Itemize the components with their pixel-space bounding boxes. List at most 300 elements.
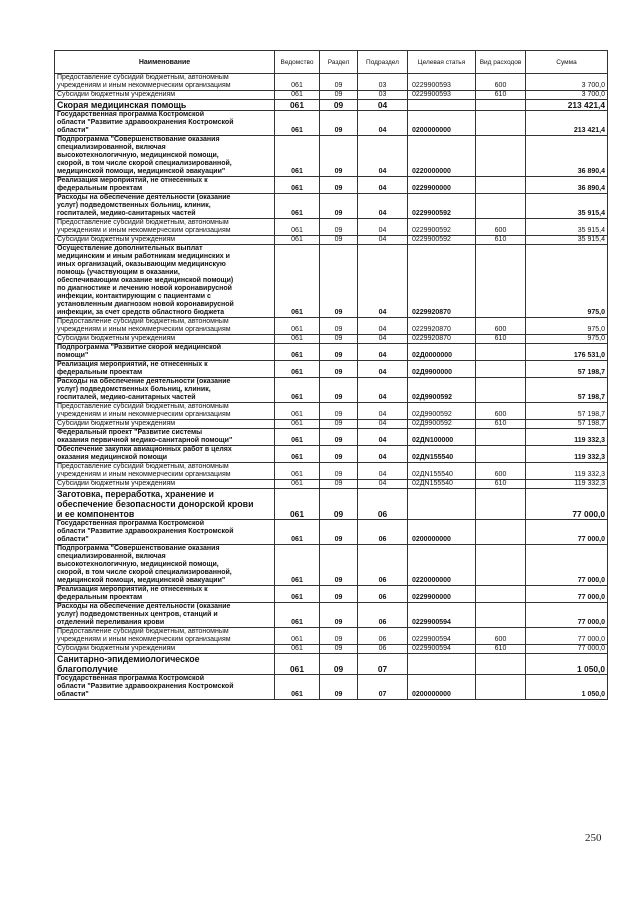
row-name-line: учреждениям и иным некоммерческим организациям [57, 326, 231, 333]
row-section-cell: 09 [320, 219, 358, 236]
row-subsection-cell: 04 [358, 378, 408, 403]
table-row [55, 136, 608, 177]
table-row [55, 100, 608, 111]
row-name-cell [55, 318, 275, 335]
row-amount-cell: 35 915,4 [526, 194, 608, 219]
row-section-cell: 09 [320, 318, 358, 335]
row-exp-type-cell [476, 520, 526, 545]
row-name-line: учреждениям и иным некоммерческим организациям [57, 411, 231, 418]
table-row [55, 545, 608, 586]
row-name-cell [55, 344, 275, 361]
table-row [55, 91, 608, 100]
row-name-line: Расходы на обеспечение деятельности (оказание [57, 378, 231, 385]
row-section-cell: 09 [320, 586, 358, 603]
row-amount-cell: 119 332,3 [526, 463, 608, 480]
row-section-cell: 09 [320, 236, 358, 245]
row-name-line: медицинским и иным работникам медицинских и [57, 253, 230, 260]
row-dept-cell: 061 [275, 628, 320, 645]
row-target-cell [408, 654, 476, 675]
row-target-cell: 0229900592 [408, 219, 476, 236]
table-header-row [55, 51, 608, 74]
row-amount-cell: 119 332,3 [526, 446, 608, 463]
row-name-cell [55, 489, 275, 520]
row-dept-cell: 061 [275, 344, 320, 361]
table-body [55, 74, 608, 700]
row-section-cell: 09 [320, 675, 358, 700]
row-name-line: обеспечивающим оказание медицинской помощи) [57, 277, 234, 284]
header-section: Раздел [320, 51, 358, 74]
row-dept-cell: 061 [275, 446, 320, 463]
row-amount-cell: 119 332,3 [526, 429, 608, 446]
row-subsection-cell: 03 [358, 74, 408, 91]
row-target-cell: 02ДN155540 [408, 446, 476, 463]
row-exp-type-cell [476, 245, 526, 318]
row-amount-cell: 77 000,0 [526, 645, 608, 654]
table-row [55, 236, 608, 245]
table-row [55, 675, 608, 700]
row-exp-type-cell [476, 378, 526, 403]
row-section-cell: 09 [320, 74, 358, 91]
row-name-cell [55, 603, 275, 628]
row-exp-type-cell [476, 446, 526, 463]
row-amount-cell: 975,0 [526, 318, 608, 335]
row-amount-cell: 1 050,0 [526, 675, 608, 700]
row-dept-cell: 061 [275, 489, 320, 520]
row-subsection-cell: 04 [358, 177, 408, 194]
row-subsection-cell: 07 [358, 654, 408, 675]
row-amount-cell: 77 000,0 [526, 628, 608, 645]
row-name-cell [55, 403, 275, 420]
row-name-line: Федеральный проект "Развитие системы [57, 429, 203, 436]
row-target-cell: 02ДN100000 [408, 429, 476, 446]
row-section-cell: 09 [320, 628, 358, 645]
row-target-cell: 02ДN155540 [408, 480, 476, 489]
row-name-line: Расходы на обеспечение деятельности (оказание [57, 603, 231, 610]
row-name-cell [55, 245, 275, 318]
row-name-cell [55, 111, 275, 136]
row-dept-cell: 061 [275, 378, 320, 403]
row-name-cell [55, 361, 275, 378]
row-name-line: Санитарно-эпидемиологическое [57, 654, 200, 664]
row-name-line: медицинской помощи, медицинской эвакуации" [57, 577, 226, 584]
row-section-cell: 09 [320, 463, 358, 480]
row-exp-type-cell: 600 [476, 74, 526, 91]
row-target-cell: 0220000000 [408, 136, 476, 177]
row-target-cell: 0229900594 [408, 628, 476, 645]
table-row [55, 111, 608, 136]
row-name-cell [55, 480, 275, 489]
row-name-cell [55, 100, 275, 111]
row-name-cell [55, 219, 275, 236]
row-name-line: Предоставление субсидий бюджетным, автономным [57, 403, 229, 410]
row-exp-type-cell: 610 [476, 480, 526, 489]
row-exp-type-cell: 610 [476, 335, 526, 344]
row-amount-cell: 3 700,0 [526, 91, 608, 100]
row-name-line: Подпрограмма "Развитие скорой медицинской [57, 344, 222, 351]
table-row [55, 318, 608, 335]
row-name-line: высокотехнологичную, медицинской помощи, [57, 561, 219, 568]
row-target-cell: 0229920870 [408, 318, 476, 335]
row-dept-cell: 061 [275, 74, 320, 91]
row-section-cell: 09 [320, 245, 358, 318]
row-exp-type-cell [476, 603, 526, 628]
table-row [55, 645, 608, 654]
row-subsection-cell: 04 [358, 194, 408, 219]
row-name-cell [55, 236, 275, 245]
row-name-line: области" [57, 536, 89, 543]
row-target-cell: 0220000000 [408, 545, 476, 586]
row-name-line: федеральным проектам [57, 594, 143, 601]
row-name-line: Обеспечение закупки авиационных работ в целях [57, 446, 232, 453]
row-section-cell: 09 [320, 177, 358, 194]
row-amount-cell: 35 915,4 [526, 236, 608, 245]
table-row [55, 378, 608, 403]
row-subsection-cell: 04 [358, 463, 408, 480]
row-amount-cell: 57 198,7 [526, 420, 608, 429]
row-exp-type-cell: 610 [476, 420, 526, 429]
row-amount-cell: 36 890,4 [526, 177, 608, 194]
table-row [55, 403, 608, 420]
header-exp-type: Вид расходов [476, 51, 526, 74]
row-section-cell: 09 [320, 136, 358, 177]
table-row [55, 489, 608, 520]
row-subsection-cell: 04 [358, 136, 408, 177]
row-dept-cell: 061 [275, 480, 320, 489]
row-name-cell [55, 654, 275, 675]
row-target-cell: 0229900000 [408, 586, 476, 603]
page-number: 250 [585, 832, 602, 844]
row-target-cell: 0229900594 [408, 645, 476, 654]
row-section-cell: 09 [320, 91, 358, 100]
row-dept-cell: 061 [275, 463, 320, 480]
row-dept-cell: 061 [275, 645, 320, 654]
row-dept-cell: 061 [275, 420, 320, 429]
row-section-cell: 09 [320, 111, 358, 136]
row-dept-cell: 061 [275, 603, 320, 628]
row-subsection-cell: 04 [358, 420, 408, 429]
row-subsection-cell: 04 [358, 446, 408, 463]
row-name-line: области "Развитие здравоохранения Костромской [57, 528, 234, 535]
row-subsection-cell: 06 [358, 489, 408, 520]
row-name-line: области" [57, 127, 89, 134]
row-section-cell: 09 [320, 489, 358, 520]
row-name-cell [55, 545, 275, 586]
row-dept-cell: 061 [275, 111, 320, 136]
row-section-cell: 09 [320, 545, 358, 586]
table-row [55, 654, 608, 675]
row-dept-cell: 061 [275, 335, 320, 344]
row-name-line: Предоставление субсидий бюджетным, автономным [57, 463, 229, 470]
row-section-cell: 09 [320, 361, 358, 378]
row-dept-cell: 061 [275, 236, 320, 245]
row-section-cell: 09 [320, 429, 358, 446]
row-amount-cell: 57 198,7 [526, 361, 608, 378]
row-exp-type-cell: 600 [476, 219, 526, 236]
row-name-line: скорой, в том числе скорой специализированной, [57, 160, 232, 167]
row-section-cell: 09 [320, 420, 358, 429]
row-exp-type-cell [476, 429, 526, 446]
row-subsection-cell: 04 [358, 236, 408, 245]
row-exp-type-cell: 610 [476, 645, 526, 654]
row-name-line: специализированной, включая [57, 144, 166, 151]
row-name-line: услуг) подведомственных больниц, клиник, [57, 202, 211, 209]
row-target-cell: 02Д9900592 [408, 403, 476, 420]
row-name-line: инфекции, за счет средств областного бюджета [57, 309, 225, 316]
row-name-line: установленным диагнозом новой коронавирусной [57, 301, 234, 308]
row-name-line: инфекции, контактирующим с пациентами с [57, 293, 211, 300]
row-subsection-cell: 03 [358, 91, 408, 100]
row-target-cell: 0200000000 [408, 675, 476, 700]
row-name-line: по диагностике и лечению новой коронавирусной [57, 285, 232, 292]
row-name-cell [55, 194, 275, 219]
row-dept-cell: 061 [275, 91, 320, 100]
row-subsection-cell: 04 [358, 335, 408, 344]
row-exp-type-cell [476, 194, 526, 219]
header-amount: Сумма [526, 51, 608, 74]
row-name-line: Осуществление дополнительных выплат [57, 245, 203, 252]
table-row [55, 219, 608, 236]
row-target-cell: 0229900593 [408, 74, 476, 91]
row-name-cell [55, 74, 275, 91]
row-name-cell [55, 446, 275, 463]
row-subsection-cell: 04 [358, 344, 408, 361]
row-name-line: услуг) подведомственных центров, станций и [57, 611, 218, 618]
row-section-cell: 09 [320, 603, 358, 628]
row-section-cell: 09 [320, 645, 358, 654]
row-target-cell [408, 489, 476, 520]
row-subsection-cell: 04 [358, 429, 408, 446]
row-dept-cell: 061 [275, 654, 320, 675]
row-name-line: учреждениям и иным некоммерческим организациям [57, 82, 231, 89]
row-section-cell: 09 [320, 344, 358, 361]
row-amount-cell: 57 198,7 [526, 378, 608, 403]
row-target-cell: 0229920870 [408, 245, 476, 318]
row-name-line: помощи" [57, 352, 89, 359]
row-name-line: Реализация мероприятий, не отнесенных к [57, 177, 208, 184]
row-amount-cell: 975,0 [526, 245, 608, 318]
table-row [55, 335, 608, 344]
row-target-cell: 02Д9900000 [408, 361, 476, 378]
row-name-line: области "Развитие здравоохранения Костромской [57, 119, 234, 126]
row-amount-cell: 213 421,4 [526, 100, 608, 111]
row-name-cell [55, 520, 275, 545]
row-dept-cell: 061 [275, 194, 320, 219]
row-amount-cell: 77 000,0 [526, 586, 608, 603]
row-dept-cell: 061 [275, 675, 320, 700]
row-name-cell [55, 378, 275, 403]
row-name-line: Предоставление субсидий бюджетным, автономным [57, 74, 229, 81]
row-amount-cell: 57 198,7 [526, 403, 608, 420]
row-name-line: госпиталей, медико-санитарных частей [57, 394, 196, 401]
row-amount-cell: 176 531,0 [526, 344, 608, 361]
row-amount-cell: 77 000,0 [526, 520, 608, 545]
row-dept-cell: 061 [275, 177, 320, 194]
row-dept-cell: 061 [275, 219, 320, 236]
row-name-line: Скорая медицинская помощь [57, 100, 187, 110]
row-name-line: учреждениям и иным некоммерческим организациям [57, 227, 231, 234]
table-row [55, 520, 608, 545]
row-exp-type-cell: 610 [476, 91, 526, 100]
header-target: Целевая статья [408, 51, 476, 74]
row-amount-cell: 77 000,0 [526, 489, 608, 520]
row-name-line: высокотехнологичную, медицинской помощи, [57, 152, 219, 159]
row-target-cell: 0229900592 [408, 194, 476, 219]
row-section-cell: 09 [320, 335, 358, 344]
row-subsection-cell: 04 [358, 480, 408, 489]
row-name-line: Государственная программа Костромской [57, 111, 205, 118]
row-name-line: учреждениям и иным некоммерческим организациям [57, 636, 231, 643]
row-name-cell [55, 586, 275, 603]
row-name-line: иных организаций, оказывающим медицинскую [57, 261, 226, 268]
row-amount-cell: 36 890,4 [526, 136, 608, 177]
row-name-cell [55, 91, 275, 100]
row-amount-cell: 213 421,4 [526, 111, 608, 136]
row-name-line: оказания первичной медико-санитарной помощи" [57, 437, 233, 444]
row-section-cell: 09 [320, 654, 358, 675]
row-subsection-cell: 06 [358, 645, 408, 654]
row-name-cell [55, 645, 275, 654]
row-target-cell: 0200000000 [408, 520, 476, 545]
row-dept-cell: 061 [275, 318, 320, 335]
row-exp-type-cell [476, 489, 526, 520]
row-exp-type-cell: 610 [476, 236, 526, 245]
row-exp-type-cell [476, 675, 526, 700]
row-exp-type-cell [476, 586, 526, 603]
row-name-line: Расходы на обеспечение деятельности (оказание [57, 194, 231, 201]
row-subsection-cell: 04 [358, 245, 408, 318]
row-subsection-cell: 04 [358, 111, 408, 136]
row-name-line: Реализация мероприятий, не отнесенных к [57, 586, 208, 593]
row-name-cell [55, 429, 275, 446]
row-name-line: скорой, в том числе скорой специализированной, [57, 569, 232, 576]
row-exp-type-cell [476, 545, 526, 586]
table-row [55, 446, 608, 463]
row-name-line: Предоставление субсидий бюджетным, автономным [57, 219, 229, 226]
row-target-cell: 0229900594 [408, 603, 476, 628]
row-target-cell: 0200000000 [408, 111, 476, 136]
row-exp-type-cell [476, 136, 526, 177]
header-name: Наименование [55, 51, 275, 74]
row-target-cell: 0229920870 [408, 335, 476, 344]
row-target-cell: 02Д9900592 [408, 420, 476, 429]
row-name-line: федеральным проектам [57, 185, 143, 192]
row-exp-type-cell [476, 654, 526, 675]
budget-table [54, 50, 608, 700]
row-subsection-cell: 04 [358, 361, 408, 378]
row-name-line: оказания медицинской помощи [57, 454, 168, 461]
row-name-line: Предоставление субсидий бюджетным, автономным [57, 318, 229, 325]
row-subsection-cell: 06 [358, 628, 408, 645]
row-target-cell [408, 100, 476, 111]
row-subsection-cell: 04 [358, 100, 408, 111]
table-row [55, 429, 608, 446]
row-section-cell: 09 [320, 378, 358, 403]
row-section-cell: 09 [320, 520, 358, 545]
row-name-line: помощь (участвующим в оказании, [57, 269, 180, 276]
row-name-line: области "Развитие здравоохранения Костромской [57, 683, 234, 690]
row-name-line: области" [57, 691, 89, 698]
row-name-line: Субсидии бюджетным учреждениям [57, 480, 176, 487]
table-row [55, 480, 608, 489]
header-dept: Ведомство [275, 51, 320, 74]
row-amount-cell: 77 000,0 [526, 603, 608, 628]
row-name-line: госпиталей, медико-санитарных частей [57, 210, 196, 217]
table-row [55, 463, 608, 480]
row-section-cell: 09 [320, 100, 358, 111]
row-name-line: медицинской помощи, медицинской эвакуации" [57, 168, 226, 175]
header-subsection: Подраздел [358, 51, 408, 74]
row-amount-cell: 3 700,0 [526, 74, 608, 91]
row-subsection-cell: 04 [358, 219, 408, 236]
row-amount-cell: 77 000,0 [526, 545, 608, 586]
table-row [55, 420, 608, 429]
row-name-line: Заготовка, переработка, хранение и [57, 489, 214, 499]
table-row [55, 74, 608, 91]
table-row [55, 628, 608, 645]
row-target-cell: 0229900592 [408, 236, 476, 245]
row-name-cell [55, 463, 275, 480]
table-row [55, 194, 608, 219]
row-subsection-cell: 06 [358, 603, 408, 628]
row-target-cell: 0229900593 [408, 91, 476, 100]
row-exp-type-cell: 600 [476, 628, 526, 645]
row-section-cell: 09 [320, 403, 358, 420]
row-name-line: благополучие [57, 664, 118, 674]
row-name-line: Субсидии бюджетным учреждениям [57, 236, 176, 243]
row-exp-type-cell: 600 [476, 463, 526, 480]
row-name-line: Субсидии бюджетным учреждениям [57, 420, 176, 427]
row-name-line: Подпрограмма "Совершенствование оказания [57, 545, 220, 552]
row-exp-type-cell: 600 [476, 318, 526, 335]
row-dept-cell: 061 [275, 136, 320, 177]
row-name-line: Субсидии бюджетным учреждениям [57, 91, 176, 98]
row-name-line: Государственная программа Костромской [57, 520, 205, 527]
row-subsection-cell: 06 [358, 520, 408, 545]
row-name-cell [55, 177, 275, 194]
table-row [55, 361, 608, 378]
row-name-line: Реализация мероприятий, не отнесенных к [57, 361, 208, 368]
table-row [55, 603, 608, 628]
row-exp-type-cell [476, 177, 526, 194]
row-dept-cell: 061 [275, 520, 320, 545]
row-exp-type-cell [476, 100, 526, 111]
row-subsection-cell: 04 [358, 403, 408, 420]
row-amount-cell: 119 332,3 [526, 480, 608, 489]
row-target-cell: 0229900000 [408, 177, 476, 194]
row-subsection-cell: 06 [358, 545, 408, 586]
row-name-line: и ее компонентов [57, 509, 135, 519]
row-name-cell [55, 675, 275, 700]
table-row [55, 177, 608, 194]
row-name-cell [55, 420, 275, 429]
row-dept-cell: 061 [275, 545, 320, 586]
row-name-line: Субсидии бюджетным учреждениям [57, 645, 176, 652]
row-name-cell [55, 628, 275, 645]
row-dept-cell: 061 [275, 245, 320, 318]
row-section-cell: 09 [320, 480, 358, 489]
row-amount-cell: 1 050,0 [526, 654, 608, 675]
row-name-line: Государственная программа Костромской [57, 675, 205, 682]
row-name-line: услуг) подведомственных больниц, клиник, [57, 386, 211, 393]
row-subsection-cell: 06 [358, 586, 408, 603]
row-name-line: обеспечение безопасности донорской крови [57, 499, 254, 509]
table-row [55, 245, 608, 318]
row-name-cell [55, 136, 275, 177]
row-dept-cell: 061 [275, 429, 320, 446]
row-exp-type-cell [476, 361, 526, 378]
row-name-line: учреждениям и иным некоммерческим организациям [57, 471, 231, 478]
row-dept-cell: 061 [275, 100, 320, 111]
